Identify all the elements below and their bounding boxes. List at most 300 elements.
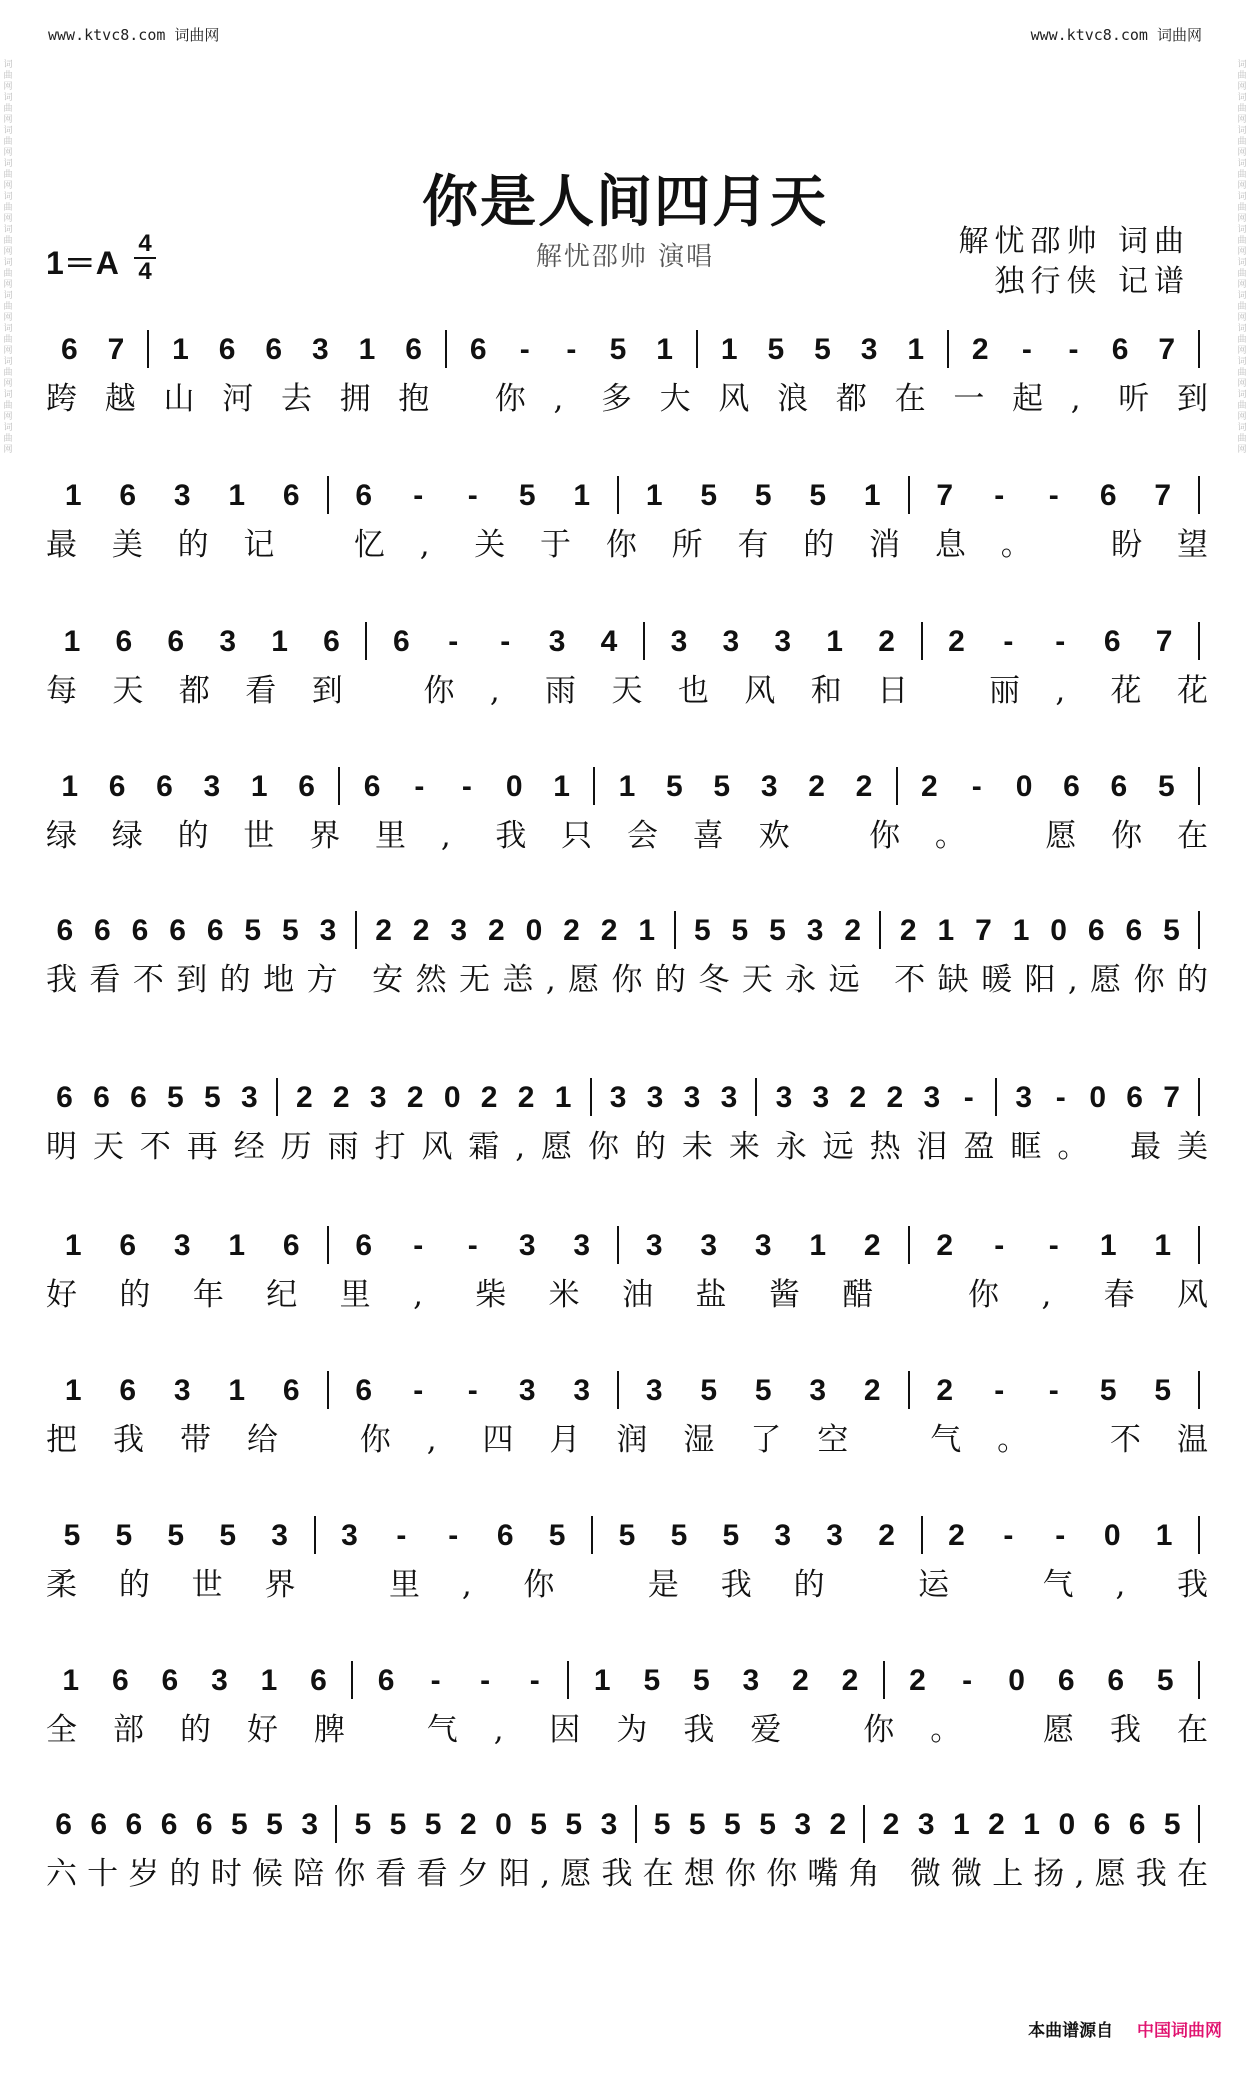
- note: 2: [909, 1664, 926, 1697]
- score-line: [46, 893, 1208, 999]
- note: 2: [406, 1081, 424, 1114]
- note: 5: [63, 1519, 81, 1552]
- note: 1: [618, 770, 636, 803]
- lyrics-row: [46, 807, 1208, 855]
- note: 3: [341, 1519, 358, 1552]
- note: 5: [167, 1519, 185, 1552]
- note: -: [461, 770, 472, 803]
- barline: [593, 767, 595, 805]
- note: 6: [1110, 770, 1128, 803]
- lyrics-text: 绿绿的世界里, 我只会喜欢 你。 愿你在: [46, 818, 1208, 854]
- time-signature-top: 4: [138, 230, 152, 257]
- note: 5: [618, 1519, 636, 1552]
- note: 3: [645, 1374, 663, 1407]
- note: 0: [1015, 770, 1033, 803]
- barline: [327, 476, 329, 514]
- barline: [617, 1226, 619, 1264]
- note: -: [414, 770, 425, 803]
- note: 3: [794, 1808, 812, 1841]
- barline: [147, 330, 149, 368]
- note: 3: [573, 1374, 591, 1407]
- note: 6: [355, 1374, 373, 1407]
- note: 1: [260, 1664, 278, 1697]
- note: 3: [203, 770, 221, 803]
- note: 6: [160, 1808, 178, 1841]
- note: 5: [231, 1808, 248, 1841]
- note: 6: [355, 1229, 373, 1262]
- note: 2: [855, 770, 873, 803]
- note: 5: [548, 1519, 566, 1552]
- note: -: [1003, 625, 1014, 658]
- note: 6: [282, 1229, 300, 1262]
- note: 6: [1111, 333, 1129, 366]
- note: 5: [731, 914, 749, 947]
- note: 6: [282, 479, 300, 512]
- note: 1: [573, 479, 591, 512]
- lyrics-row: [46, 662, 1208, 710]
- note: 2: [878, 1519, 895, 1552]
- barline: [314, 1516, 316, 1554]
- note: 6: [119, 479, 137, 512]
- note: -: [430, 1664, 441, 1697]
- note: 1: [358, 333, 376, 366]
- note: 3: [301, 1808, 319, 1841]
- note: 3: [760, 770, 778, 803]
- note: 6: [90, 1808, 108, 1841]
- note: 2: [412, 914, 430, 947]
- footer-brand-link[interactable]: 中国词曲网: [1137, 2021, 1222, 2041]
- note: 6: [131, 914, 149, 947]
- note: 6: [1128, 1808, 1146, 1841]
- note: 1: [1023, 1808, 1040, 1841]
- note: 6: [94, 914, 111, 947]
- barline: [908, 1371, 910, 1409]
- note: 6: [265, 333, 283, 366]
- note: 1: [720, 333, 738, 366]
- note: -: [1068, 333, 1079, 366]
- lyrics-text: 好的年纪里, 柴米油盐酱醋 你, 春风: [46, 1277, 1208, 1313]
- note: 6: [130, 1081, 147, 1114]
- transcriber-credit: 独行侠 记谱: [994, 264, 1190, 299]
- notes-row: [46, 1060, 1208, 1116]
- note: -: [396, 1519, 407, 1552]
- note: 6: [1103, 625, 1121, 658]
- note: -: [480, 1664, 491, 1697]
- barline: [338, 767, 340, 805]
- note: 6: [169, 914, 186, 947]
- notes-row: [46, 749, 1208, 805]
- note: 2: [988, 1808, 1005, 1841]
- note: 2: [886, 1081, 904, 1114]
- barline: [1198, 1078, 1200, 1116]
- note: 3: [917, 1808, 935, 1841]
- note: 6: [323, 625, 340, 658]
- note: 6: [1126, 1081, 1143, 1114]
- note: -: [962, 1664, 973, 1697]
- note: 5: [759, 1808, 776, 1841]
- note: -: [448, 625, 459, 658]
- note: 4: [600, 625, 618, 658]
- note: 3: [271, 1519, 288, 1552]
- note: 3: [670, 625, 688, 658]
- barline: [947, 330, 949, 368]
- note: 6: [60, 333, 78, 366]
- note: 2: [948, 625, 965, 658]
- note: 6: [115, 625, 133, 658]
- notes-row: [46, 1643, 1208, 1699]
- barline: [921, 622, 923, 660]
- note: 1: [64, 1374, 82, 1407]
- notes-row: [46, 1208, 1208, 1264]
- note: 1: [63, 625, 81, 658]
- note: 6: [282, 1374, 300, 1407]
- note: 7: [1155, 625, 1173, 658]
- note: 3: [774, 1519, 792, 1552]
- score-line: [46, 312, 1208, 418]
- note: 5: [722, 1519, 740, 1552]
- note: 6: [167, 625, 185, 658]
- note: 1: [645, 479, 663, 512]
- barline: [1198, 1226, 1200, 1264]
- note: 5: [424, 1808, 442, 1841]
- note: 3: [683, 1081, 701, 1114]
- note: 5: [565, 1808, 583, 1841]
- lyrics-text: 最美的记 忆, 关于你所有的消息。 盼望: [46, 527, 1208, 563]
- note: 1: [907, 333, 924, 366]
- note: 3: [720, 1081, 738, 1114]
- note: 3: [211, 1664, 228, 1697]
- note: -: [1055, 1081, 1066, 1114]
- score-line: [46, 1353, 1208, 1459]
- note: 3: [573, 1229, 591, 1262]
- lyrics-text: 柔的世界 里, 你 是我的 运 气, 我: [46, 1567, 1208, 1603]
- barline: [327, 1226, 329, 1264]
- note: 2: [971, 333, 989, 366]
- header-site-left: www.ktvc8.com 词曲网: [48, 26, 220, 44]
- lyrics-text: 我看不到的地方 安然无恙,愿你的冬天永远 不缺暖阳,愿你的: [46, 962, 1208, 998]
- barline: [1198, 911, 1200, 949]
- note: 0: [443, 1081, 461, 1114]
- note: 7: [107, 333, 125, 366]
- note: 3: [600, 1808, 618, 1841]
- note: 5: [700, 1374, 718, 1407]
- score-line: [46, 604, 1208, 710]
- note: 6: [93, 1081, 110, 1114]
- barline: [896, 767, 898, 805]
- side-watermark-right: 词曲网词曲网词曲网词曲网词曲网词曲网词曲网词曲网词曲网词曲网词曲网词曲网: [1237, 60, 1247, 455]
- barline: [445, 330, 447, 368]
- note: 3: [450, 914, 468, 947]
- barline: [1198, 330, 1200, 368]
- note: 6: [1107, 1664, 1125, 1697]
- score-line: [46, 1208, 1208, 1314]
- note: 6: [393, 625, 410, 658]
- note: 3: [774, 625, 792, 658]
- note: 5: [354, 1808, 372, 1841]
- note: 6: [496, 1519, 514, 1552]
- note: 3: [518, 1374, 536, 1407]
- singer-credit: 解忧邵帅 演唱: [535, 242, 715, 272]
- lyrics-row: [46, 1845, 1208, 1893]
- note: 3: [369, 1081, 387, 1114]
- note: 6: [310, 1664, 327, 1697]
- barline: [1198, 476, 1200, 514]
- note: 3: [826, 1519, 843, 1552]
- note: 3: [518, 1229, 536, 1262]
- note: -: [413, 479, 424, 512]
- barline: [921, 1516, 923, 1554]
- note: 3: [700, 1229, 718, 1262]
- note: 1: [228, 1229, 246, 1262]
- note: 5: [219, 1519, 237, 1552]
- notes-row: [46, 1353, 1208, 1409]
- note: 5: [666, 770, 683, 803]
- note: 2: [808, 770, 825, 803]
- barline: [1198, 622, 1200, 660]
- note: -: [1048, 1374, 1059, 1407]
- note: 3: [646, 1081, 664, 1114]
- note: -: [1048, 479, 1059, 512]
- note: 2: [487, 914, 505, 947]
- footer: [1028, 2016, 1222, 2041]
- note: 7: [936, 479, 954, 512]
- note: 1: [250, 770, 268, 803]
- note: 3: [809, 1374, 827, 1407]
- note: -: [1021, 333, 1032, 366]
- lyrics-row: [46, 1118, 1208, 1166]
- note: 5: [282, 914, 299, 947]
- note: -: [529, 1664, 540, 1697]
- note: -: [963, 1081, 974, 1114]
- note: 1: [553, 770, 570, 803]
- note: 1: [228, 1374, 246, 1407]
- note: 5: [767, 333, 785, 366]
- note: 6: [195, 1808, 213, 1841]
- note: 6: [363, 770, 381, 803]
- barline: [995, 1078, 997, 1116]
- note: 2: [948, 1519, 965, 1552]
- note: -: [1003, 1519, 1014, 1552]
- note: -: [448, 1519, 459, 1552]
- note: 6: [1093, 1808, 1111, 1841]
- barline: [365, 622, 367, 660]
- note: 5: [518, 479, 536, 512]
- note: 1: [172, 333, 189, 366]
- note: 6: [111, 1664, 129, 1697]
- note: 1: [554, 1081, 572, 1114]
- score-line: [46, 1643, 1208, 1749]
- note: 7: [1154, 479, 1172, 512]
- note: 2: [936, 1229, 954, 1262]
- note: 1: [638, 914, 656, 947]
- score-line: [46, 1787, 1208, 1893]
- barline: [908, 476, 910, 514]
- note: 1: [64, 479, 82, 512]
- barline: [617, 476, 619, 514]
- barline: [1198, 767, 1200, 805]
- barline: [883, 1661, 885, 1699]
- note: 6: [355, 479, 373, 512]
- note: -: [500, 625, 511, 658]
- note: 0: [1089, 1081, 1107, 1114]
- note: 5: [1154, 1374, 1172, 1407]
- note: 2: [882, 1808, 900, 1841]
- note: 5: [1156, 1664, 1174, 1697]
- lyrics-text: 六十岁的时候陪你看看夕阳,愿我在想你你嘴角 微微上扬,愿我在: [46, 1856, 1208, 1892]
- note: 6: [405, 333, 422, 366]
- footer-source: 本曲谱源自: [1028, 2021, 1114, 2041]
- note: -: [413, 1374, 424, 1407]
- barline: [908, 1226, 910, 1264]
- notes-row: [46, 893, 1208, 949]
- time-signature-bottom: 4: [138, 258, 152, 285]
- note: 0: [505, 770, 523, 803]
- note: 5: [700, 479, 718, 512]
- note: 6: [56, 914, 74, 947]
- lyrics-row: [46, 370, 1208, 418]
- note: 7: [975, 914, 992, 947]
- note: 5: [693, 914, 711, 947]
- note: 2: [375, 914, 392, 947]
- note: 6: [1099, 479, 1117, 512]
- note: 5: [609, 333, 627, 366]
- barline: [879, 911, 881, 949]
- note: 1: [593, 1664, 611, 1697]
- barline: [635, 1805, 637, 1843]
- note: 3: [806, 914, 824, 947]
- note: 6: [1125, 914, 1143, 947]
- lyrics-row: [46, 1411, 1208, 1459]
- note: 2: [480, 1081, 498, 1114]
- note: -: [467, 479, 478, 512]
- note: 5: [244, 914, 262, 947]
- note: 3: [219, 625, 237, 658]
- note: 6: [125, 1808, 143, 1841]
- note: 1: [656, 333, 673, 366]
- barline: [1198, 1805, 1200, 1843]
- note: 1: [952, 1808, 970, 1841]
- note: -: [467, 1229, 478, 1262]
- note: 6: [55, 1808, 72, 1841]
- note: 1: [937, 914, 955, 947]
- barline: [755, 1078, 757, 1116]
- note: 6: [206, 914, 224, 947]
- note: 1: [62, 1664, 80, 1697]
- note: 0: [1008, 1664, 1025, 1697]
- note: -: [1048, 1229, 1059, 1262]
- note: 7: [1163, 1081, 1180, 1114]
- note: 0: [1050, 914, 1067, 947]
- lyrics-row: [46, 1556, 1208, 1604]
- note: -: [1055, 625, 1066, 658]
- note: 5: [266, 1808, 283, 1841]
- note: 7: [1158, 333, 1176, 366]
- score-line: [46, 1498, 1208, 1604]
- note: 6: [108, 770, 126, 803]
- note: 1: [1012, 914, 1030, 947]
- note: 3: [742, 1664, 760, 1697]
- note: 2: [563, 914, 580, 947]
- barline: [1198, 1661, 1200, 1699]
- note: 2: [792, 1664, 809, 1697]
- notes-row: [46, 1498, 1208, 1554]
- notes-row: [46, 604, 1208, 660]
- note: 2: [295, 1081, 313, 1114]
- note: 1: [271, 625, 288, 658]
- note: 5: [1163, 1808, 1181, 1841]
- barline: [863, 1805, 865, 1843]
- note: 2: [332, 1081, 350, 1114]
- note: 3: [312, 333, 329, 366]
- time-signature: [134, 232, 156, 284]
- note: 0: [1103, 1519, 1121, 1552]
- note: 5: [389, 1808, 407, 1841]
- note: -: [566, 333, 577, 366]
- note: 3: [173, 479, 191, 512]
- note: 1: [64, 1229, 82, 1262]
- note: -: [413, 1229, 424, 1262]
- note: 5: [814, 333, 831, 366]
- note: 5: [530, 1808, 547, 1841]
- barline: [335, 1805, 337, 1843]
- note: 1: [228, 479, 246, 512]
- note: 1: [1099, 1229, 1117, 1262]
- note: 3: [240, 1081, 258, 1114]
- note: 5: [1099, 1374, 1117, 1407]
- note: 2: [920, 770, 938, 803]
- note: 6: [298, 770, 315, 803]
- barline: [591, 1516, 593, 1554]
- barline: [643, 622, 645, 660]
- note: 5: [670, 1519, 688, 1552]
- note: 2: [517, 1081, 535, 1114]
- side-watermark-left: 词曲网词曲网词曲网词曲网词曲网词曲网词曲网词曲网词曲网词曲网词曲网词曲网: [3, 60, 13, 455]
- barline: [617, 1371, 619, 1409]
- note: 3: [1015, 1081, 1033, 1114]
- note: 3: [548, 625, 566, 658]
- notes-row: [46, 1787, 1208, 1843]
- score-line: [46, 749, 1208, 855]
- note: 3: [319, 914, 337, 947]
- barline: [355, 911, 357, 949]
- note: -: [994, 1229, 1005, 1262]
- note: 3: [645, 1229, 663, 1262]
- note: -: [519, 333, 530, 366]
- note: 0: [1058, 1808, 1076, 1841]
- header-site-right: www.ktvc8.com 词曲网: [1030, 26, 1202, 44]
- note: -: [971, 770, 982, 803]
- lyrics-text: 明天不再经历雨打风霜,愿你的未来永远热泪盈眶。 最美: [46, 1129, 1208, 1165]
- barline: [1198, 1371, 1200, 1409]
- barline: [327, 1371, 329, 1409]
- note: 3: [775, 1081, 793, 1114]
- barline: [1198, 1516, 1200, 1554]
- lyrics-text: 每天都看到 你, 雨天也风和日 丽, 花花: [46, 673, 1208, 709]
- composer-credit: 解忧邵帅 词曲: [958, 224, 1190, 259]
- barline: [351, 1661, 353, 1699]
- note: 2: [600, 914, 618, 947]
- note: 0: [495, 1808, 512, 1841]
- note: 0: [525, 914, 543, 947]
- note: 6: [377, 1664, 395, 1697]
- note: 2: [829, 1808, 847, 1841]
- note: 3: [923, 1081, 941, 1114]
- note: 1: [826, 625, 843, 658]
- note: 2: [841, 1664, 859, 1697]
- barline: [567, 1661, 569, 1699]
- barline: [590, 1078, 592, 1116]
- note: 5: [1157, 770, 1175, 803]
